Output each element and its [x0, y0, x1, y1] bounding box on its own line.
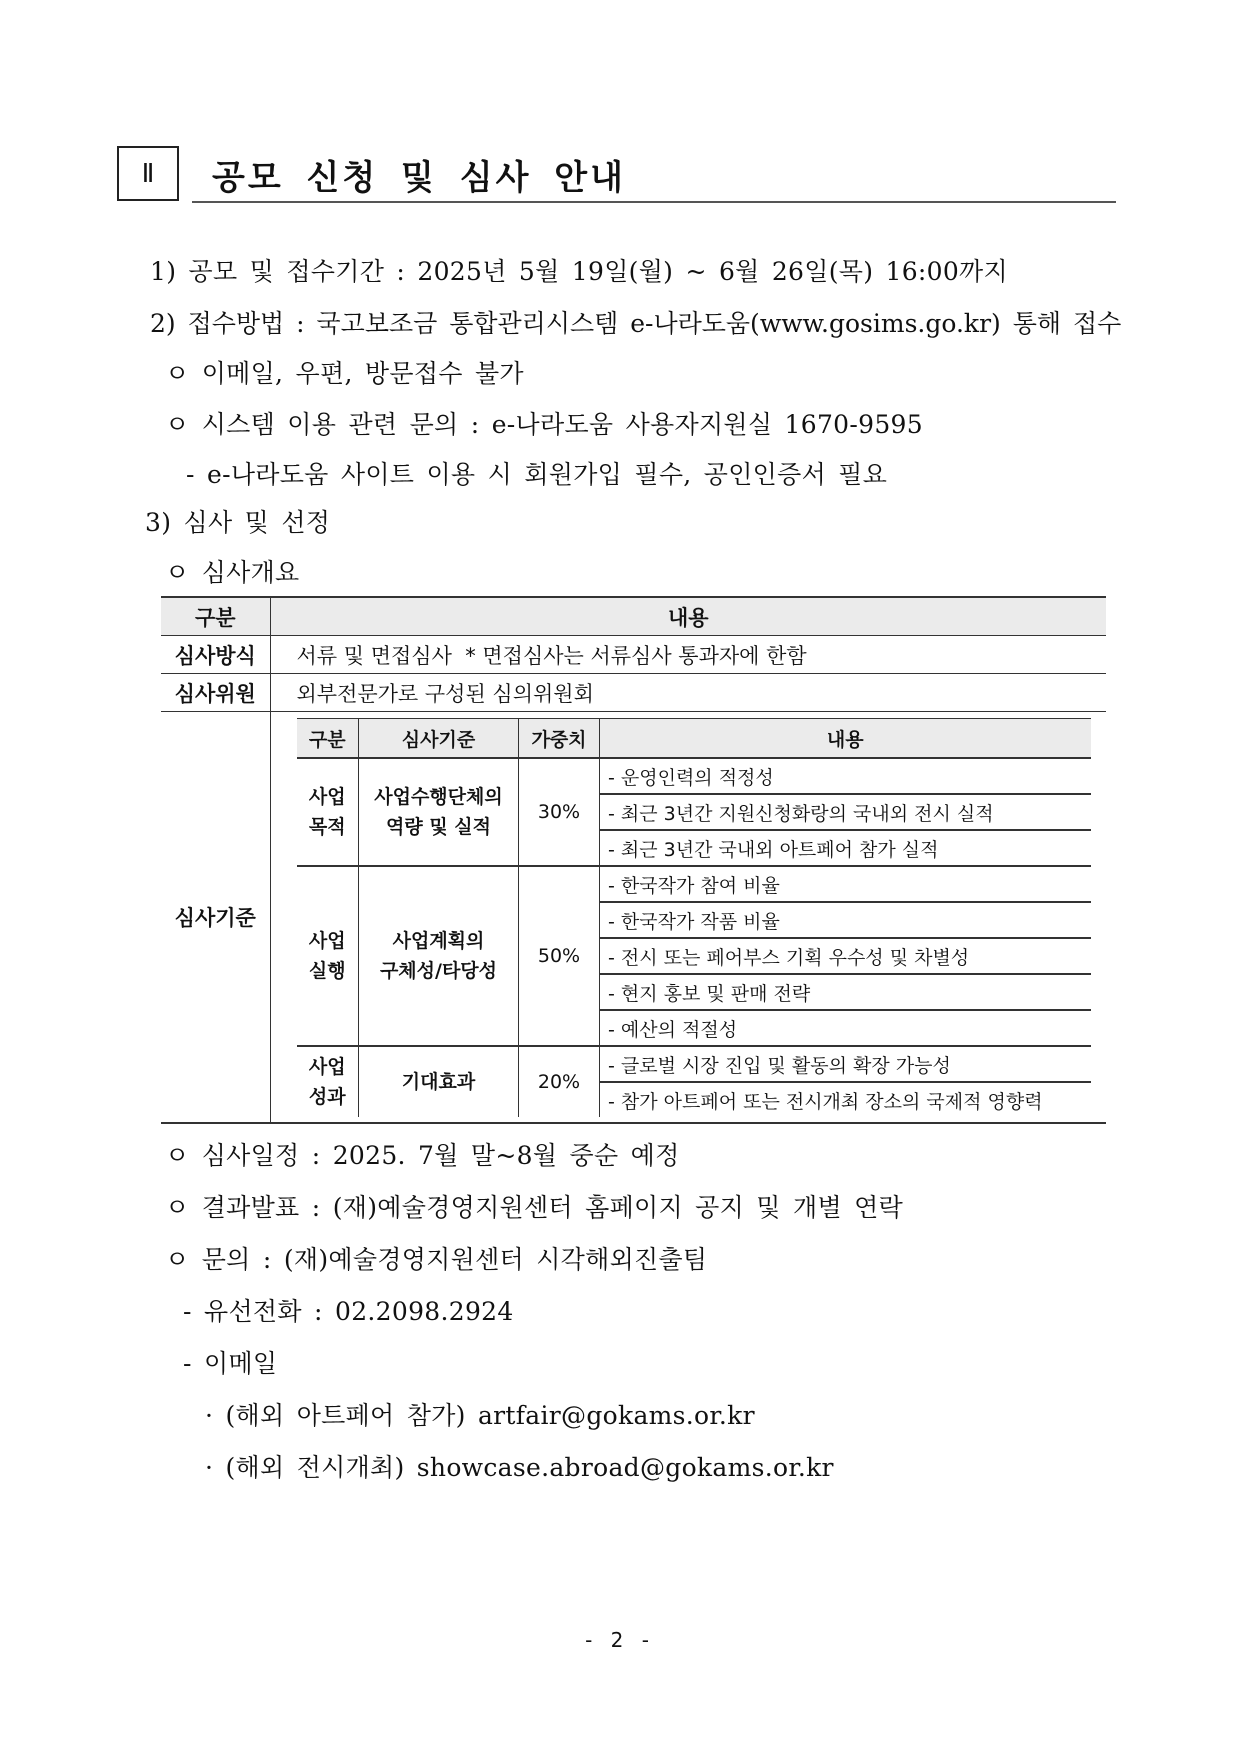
- criteria-item: - 최근 3년간 지원신청화랑의 국내외 전시 실적: [600, 794, 1091, 830]
- schedule-line: ㅇ 심사일정 : 2025. 7월 말~8월 중순 예정: [165, 1141, 680, 1170]
- criteria-row: [297, 758, 1091, 794]
- header-category: 구분: [161, 597, 270, 636]
- item-method: 2) 접수방법 : 국고보조금 통합관리시스템 e-나라도움(www.gosims.go.kr) 통해 접수: [150, 309, 1122, 338]
- overview-header-row: [161, 597, 1106, 636]
- section-title: 공모 신청 및 심사 안내: [212, 158, 626, 198]
- criteria-item: - 글로벌 시장 진입 및 활동의 확장 가능성: [600, 1046, 1091, 1082]
- overview-criteria-row: [161, 712, 1106, 1124]
- criteria-criterion: 사업계획의 구체성/타당성: [359, 866, 519, 1046]
- criteria-row: [297, 866, 1091, 902]
- item-method-note2: ㅇ 시스템 이용 관련 문의 : e-나라도움 사용자지원실 1670-9595: [165, 410, 923, 439]
- header-content: 내용: [270, 597, 1106, 636]
- overview-row: [161, 636, 1106, 674]
- criteria-table: [297, 718, 1091, 1117]
- criteria-criterion: 기대효과: [359, 1046, 519, 1117]
- item-period: 1) 공모 및 접수기간 : 2025년 5월 19일(월) ~ 6월 26일(목) 16:00까지: [150, 257, 1008, 286]
- criteria-weight: 30%: [519, 758, 600, 866]
- contact-title: ㅇ 문의 : (재)예술경영지원센터 시각해외진출팀: [165, 1245, 708, 1274]
- criteria-row: [297, 1046, 1091, 1082]
- criteria-label: 심사기준: [161, 712, 270, 1124]
- contact-email-label: - 이메일: [183, 1349, 278, 1378]
- item-review: 3) 심사 및 선정: [145, 508, 331, 537]
- criteria-item: - 한국작가 참여 비율: [600, 866, 1091, 902]
- section-underline: [192, 201, 1116, 203]
- review-overview-table: [161, 596, 1106, 1124]
- section-number-box: Ⅱ: [117, 146, 179, 201]
- criteria-item: - 전시 또는 페어부스 기획 우수성 및 차별성: [600, 938, 1091, 974]
- item-method-note1: ㅇ 이메일, 우편, 방문접수 불가: [165, 359, 524, 388]
- criteria-header-row: [297, 719, 1091, 759]
- criteria-criterion: 사업수행단체의 역량 및 실적: [359, 758, 519, 866]
- criteria-item: - 운영인력의 적정성: [600, 758, 1091, 794]
- criteria-item: - 참가 아트페어 또는 전시개최 장소의 국제적 영향력: [600, 1082, 1091, 1117]
- criteria-header: 구분: [297, 719, 359, 759]
- criteria-header: 내용: [600, 719, 1091, 759]
- criteria-item: - 한국작가 작품 비율: [600, 902, 1091, 938]
- contact-email-showcase: · (해외 전시개최) showcase.abroad@gokams.or.kr: [205, 1453, 834, 1482]
- criteria-item: - 예산의 적절성: [600, 1010, 1091, 1046]
- overview-row: [161, 674, 1106, 712]
- row-label: 심사위원: [161, 674, 270, 712]
- criteria-header: 심사기준: [359, 719, 519, 759]
- item-review-overview: ㅇ 심사개요: [165, 558, 300, 587]
- row-label: 심사방식: [161, 636, 270, 674]
- page-number: - 2 -: [585, 1628, 655, 1652]
- row-content: 외부전문가로 구성된 심의위원회: [270, 674, 1106, 712]
- announce-line: ㅇ 결과발표 : (재)예술경영지원센터 홈페이지 공지 및 개별 연락: [165, 1193, 904, 1222]
- criteria-item: - 현지 홍보 및 판매 전략: [600, 974, 1091, 1010]
- criteria-category: 사업 성과: [297, 1046, 359, 1117]
- criteria-weight: 50%: [519, 866, 600, 1046]
- contact-email-artfair: · (해외 아트페어 참가) artfair@gokams.or.kr: [205, 1401, 755, 1430]
- item-method-note3: - e-나라도움 사이트 이용 시 회원가입 필수, 공인인증서 필요: [186, 460, 888, 489]
- row-content: 서류 및 면접심사 * 면접심사는 서류심사 통과자에 한함: [270, 636, 1106, 674]
- criteria-category: 사업 실행: [297, 866, 359, 1046]
- criteria-item: - 최근 3년간 국내외 아트페어 참가 실적: [600, 830, 1091, 866]
- contact-phone: - 유선전화 : 02.2098.2924: [183, 1297, 514, 1326]
- criteria-category: 사업 목적: [297, 758, 359, 866]
- criteria-weight: 20%: [519, 1046, 600, 1117]
- criteria-header: 가중치: [519, 719, 600, 759]
